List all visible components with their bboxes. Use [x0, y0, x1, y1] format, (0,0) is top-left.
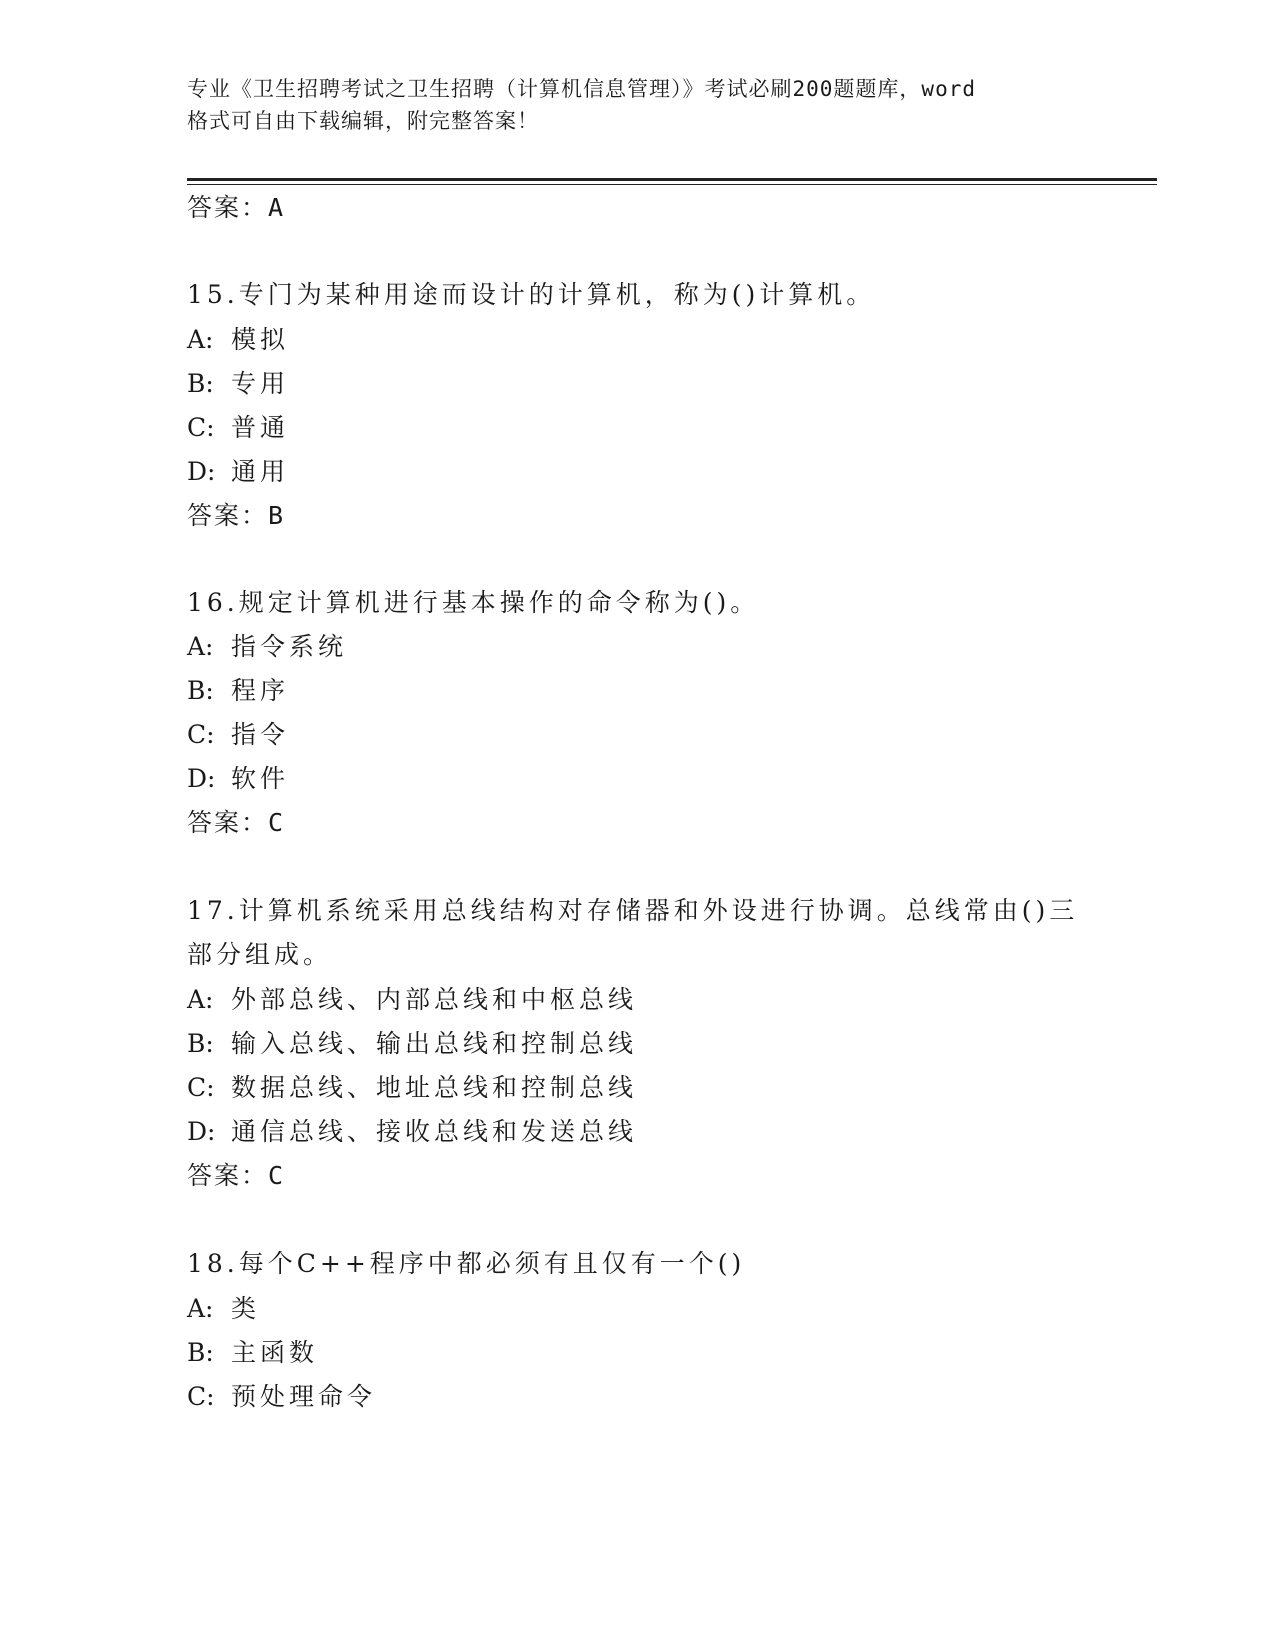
answer-line-14: [187, 193, 284, 223]
answer-label: 答案：: [187, 1161, 269, 1190]
option-text: 专用: [231, 369, 290, 398]
option-text: 预处理命令: [231, 1382, 377, 1411]
option-letter: C:: [187, 1382, 215, 1411]
option-letter: A:: [187, 1294, 214, 1323]
question-15-option-b: [187, 369, 289, 399]
option-letter: D:: [187, 1117, 216, 1146]
answer-value: A: [268, 193, 285, 222]
option-letter: B:: [187, 1338, 214, 1367]
answer-value: C: [268, 808, 285, 837]
answer-label: 答案：: [187, 501, 269, 530]
question-15-option-c: [187, 413, 289, 443]
option-letter: C:: [187, 720, 215, 749]
header-divider-thick: [187, 178, 1157, 181]
question-15-text: 15.专门为某种用途而设计的计算机，称为()计算机。: [187, 280, 876, 309]
question-16-option-c: [187, 720, 289, 750]
option-text: 通信总线、接收总线和发送总线: [231, 1117, 638, 1146]
question-18-text: 18.每个C++程序中都必须有且仅有一个(): [187, 1249, 746, 1278]
answer-label: 答案：: [187, 193, 269, 222]
question-15-option-a: [187, 325, 289, 355]
option-text: 程序: [231, 676, 290, 705]
option-text: 软件: [231, 764, 290, 793]
question-17-option-c: [187, 1073, 637, 1103]
header-divider-thin: [187, 184, 1157, 185]
option-text: 主函数: [231, 1338, 319, 1367]
option-letter: A:: [187, 985, 214, 1014]
question-17-text-line-2: 部分组成。: [187, 940, 333, 969]
option-text: 外部总线、内部总线和中枢总线: [231, 985, 638, 1014]
question-17-text-line-1: 17.计算机系统采用总线结构对存储器和外设进行协调。总线常由()三: [187, 896, 1079, 925]
option-text: 类: [231, 1294, 261, 1323]
answer-label: 答案：: [187, 808, 269, 837]
question-16-option-a: [187, 632, 347, 662]
question-17-option-a: [187, 985, 637, 1015]
question-18-option-a: [187, 1294, 260, 1324]
question-16-option-b: [187, 676, 289, 706]
option-letter: D:: [187, 457, 216, 486]
option-text: 通用: [231, 457, 290, 486]
question-17-answer: [187, 1161, 284, 1191]
question-15-answer: [187, 501, 284, 531]
option-letter: B:: [187, 369, 214, 398]
header-title-line-1: 专业《卫生招聘考试之卫生招聘（计算机信息管理）》考试必刷200题题库，word: [187, 77, 976, 101]
answer-value: B: [268, 501, 285, 530]
option-letter: A:: [187, 325, 214, 354]
option-text: 数据总线、地址总线和控制总线: [231, 1073, 638, 1102]
question-17-option-d: [187, 1117, 637, 1147]
option-letter: D:: [187, 764, 216, 793]
option-text: 指令: [231, 720, 290, 749]
option-letter: B:: [187, 1029, 214, 1058]
question-18-option-c: [187, 1382, 376, 1412]
option-letter: C:: [187, 413, 215, 442]
question-16-text: 16.规定计算机进行基本操作的命令称为()。: [187, 588, 760, 617]
header-title-line-2: 格式可自由下载编辑，附完整答案！: [187, 109, 539, 133]
option-text: 模拟: [231, 325, 290, 354]
question-16-option-d: [187, 764, 289, 794]
option-letter: A:: [187, 632, 214, 661]
option-letter: B:: [187, 676, 214, 705]
option-letter: C:: [187, 1073, 215, 1102]
answer-value: C: [268, 1161, 285, 1190]
option-text: 普通: [231, 413, 290, 442]
option-text: 输入总线、输出总线和控制总线: [231, 1029, 638, 1058]
question-17-option-b: [187, 1029, 637, 1059]
question-16-answer: [187, 808, 284, 838]
question-18-option-b: [187, 1338, 318, 1368]
question-15-option-d: [187, 457, 289, 487]
option-text: 指令系统: [231, 632, 348, 661]
document-header: [187, 73, 1087, 137]
